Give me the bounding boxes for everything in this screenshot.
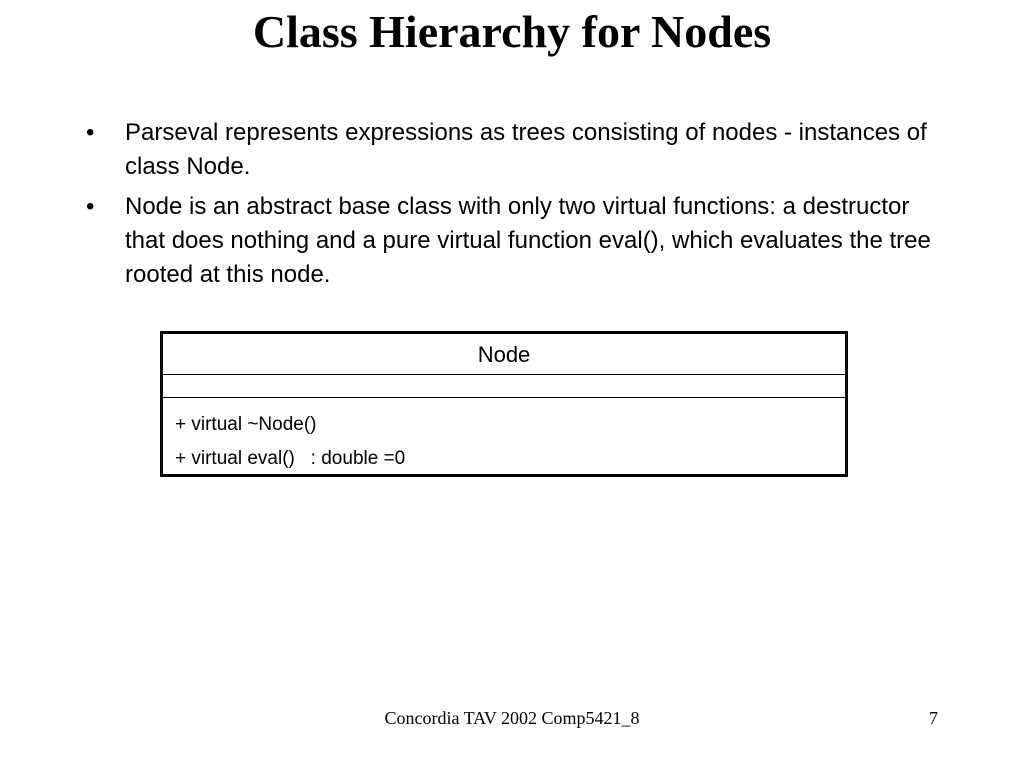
bullet-list (86, 116, 946, 298)
uml-operations-compartment (163, 398, 845, 476)
bullet-marker: • (86, 119, 95, 146)
uml-attributes-compartment (163, 375, 845, 398)
uml-operation-destructor: + virtual ~Node() (175, 414, 317, 435)
page-number: 7 (929, 708, 938, 728)
footer-source: Concordia TAV 2002 Comp5421_8 (384, 708, 640, 728)
uml-class-diagram (160, 331, 848, 477)
bullet-text: Node is an abstract base class with only two virtual functions: a destructor that does nothing and a pure virtual function eval(), which evaluates the tree rooted at this node. (125, 193, 931, 288)
slide-title: Class Hierarchy for Nodes (252, 6, 772, 57)
uml-operation-eval: + virtual eval() : double =0 (175, 448, 406, 469)
bullet-text: Parseval represents expressions as trees consisting of nodes - instances of class Node. (125, 119, 927, 180)
bullet-item (86, 190, 946, 292)
bullet-item (86, 116, 946, 184)
uml-class-name: Node (163, 334, 845, 375)
bullet-marker: • (86, 193, 95, 220)
